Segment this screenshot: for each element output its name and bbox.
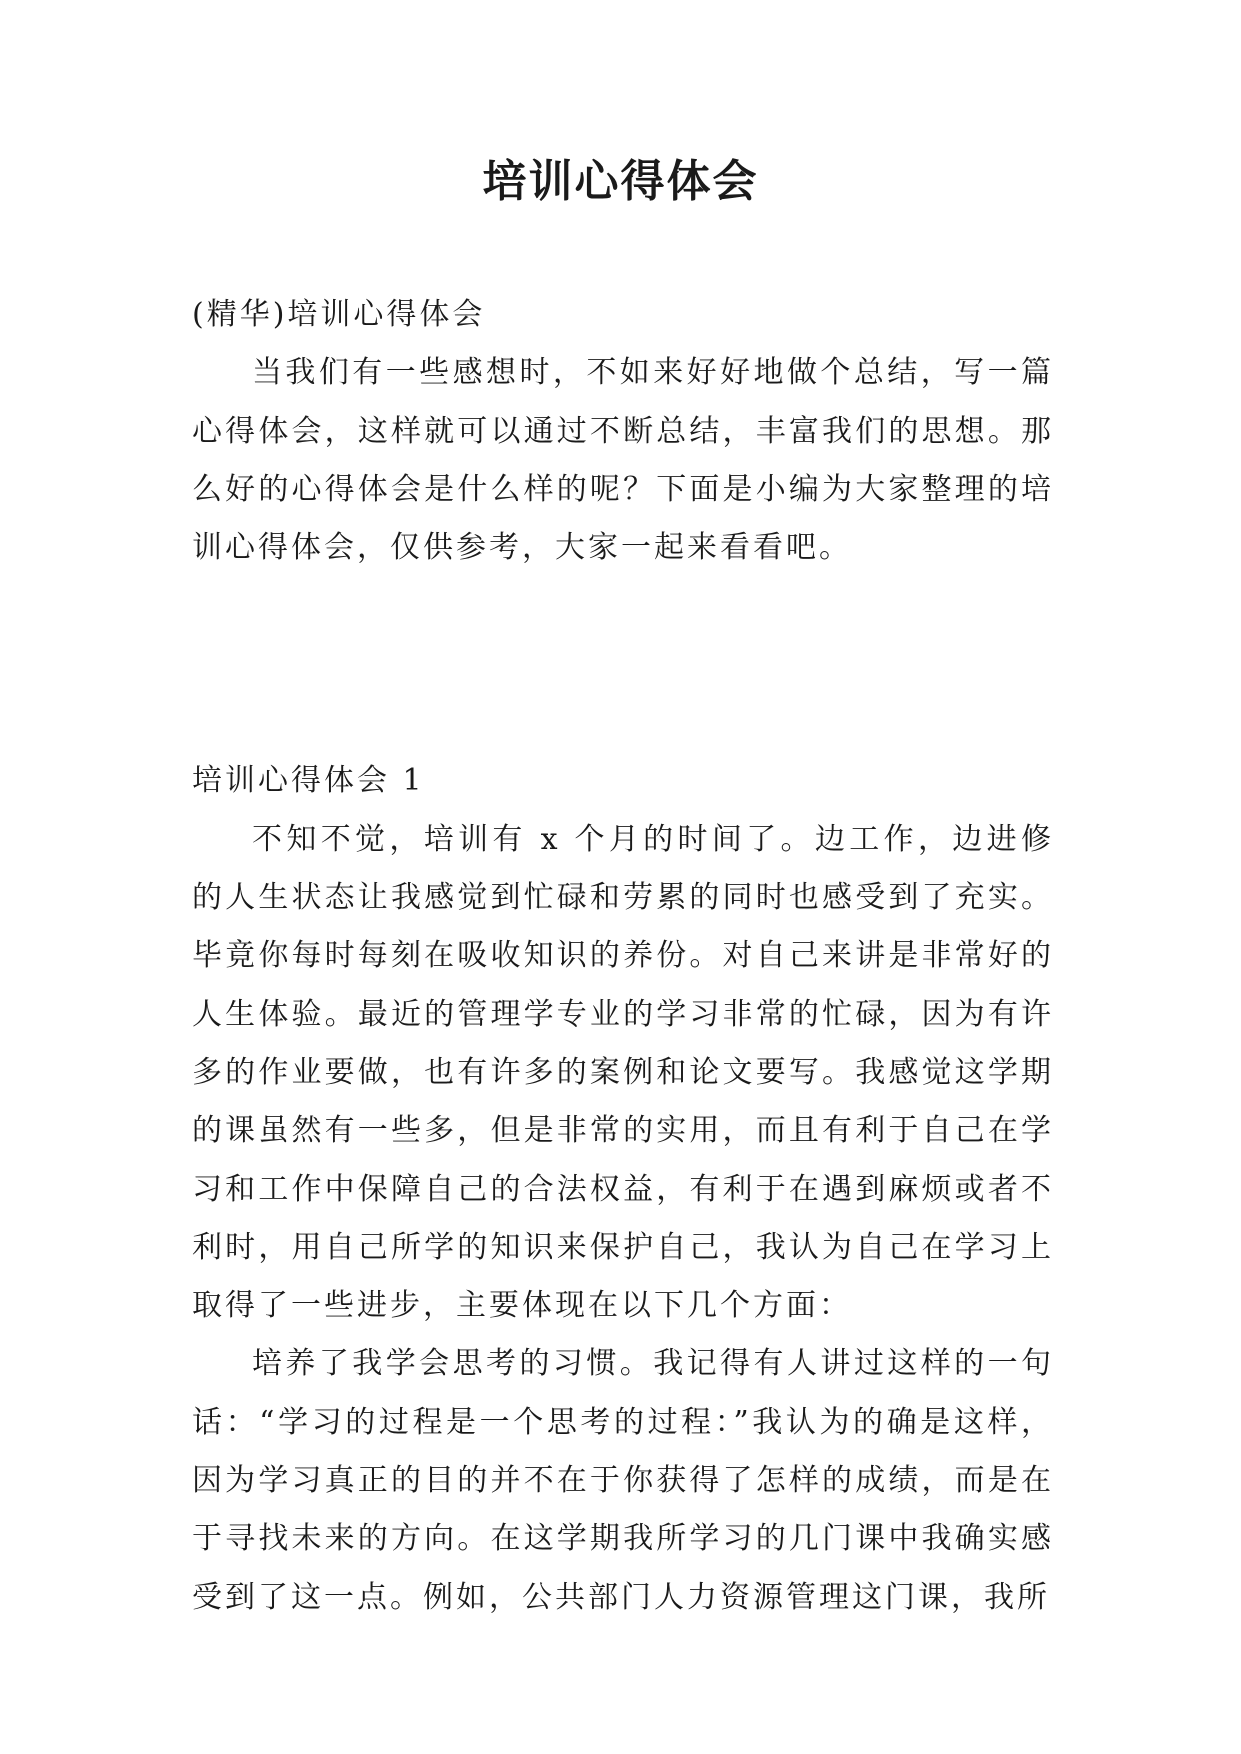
section-spacer xyxy=(192,577,1054,752)
document-body xyxy=(192,286,1054,1627)
intro-paragraph: 当我们有一些感想时，不如来好好地做个总结，写一篇心得体会，这样就可以通过不断总结，丰富我们的思想。那么好的心得体会是什么样的呢？下面是小编为大家整理的培训心得体会，仅供参考，大家一起来看看吧。 xyxy=(192,355,1054,566)
document-title: 培训心得体会 xyxy=(482,156,759,207)
section-heading: 培训心得体会 1 xyxy=(192,763,425,799)
body-paragraph-2: 培养了我学会思考的习惯。我记得有人讲过这样的一句话：“学习的过程是一个思考的过程：”我认为的确是这样，因为学习真正的目的并不在于你获得了怎样的成绩，而是在于寻找未来的方向。在这学期我所学习的几门课中我确实感受到了这一点。例如，公共部门人力资源管理这门课，我所 xyxy=(192,1346,1054,1615)
document-subtitle: (精华)培训心得体会 xyxy=(192,297,486,332)
body-paragraph-1: 不知不觉，培训有 x 个月的时间了。边工作，边进修的人生状态让我感觉到忙碌和劳累的同时也感受到了充实。毕竟你每时每刻在吸收知识的养份。对自己来讲是非常好的人生体验。最近的管理学专业的学习非常的忙碌，因为有许多的作业要做，也有许多的案例和论文要写。我感觉这学期的课虽然有一些多，但是非常的实用，而且有利于自己在学习和工作中保障自己的合法权益，有利于在遇到麻烦或者不利时，用自己所学的知识来保护自己，我认为自己在学习上取得了一些进步，主要体现在以下几个方面： xyxy=(192,821,1054,1324)
